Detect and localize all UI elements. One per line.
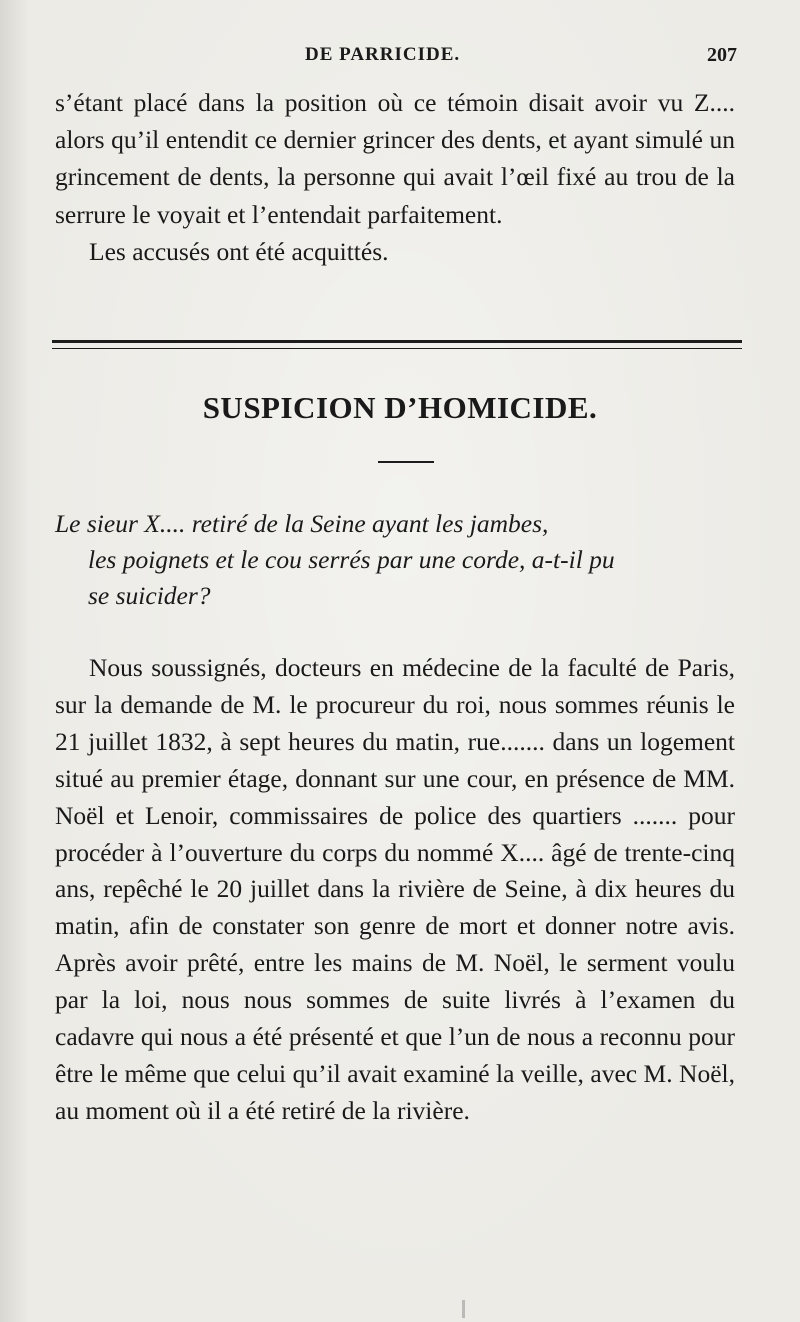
- page-header: [55, 44, 745, 80]
- case-question-line-3: se suicider?: [88, 581, 211, 610]
- page-number: 207: [707, 44, 737, 66]
- case-question-line-2: les poignets et le cou serrés par une corde, a-t-il pu: [88, 545, 615, 574]
- page-gutter-shadow: [0, 0, 30, 1322]
- autopsy-report: [55, 650, 735, 1130]
- section-title: SUSPICION D’HOMICIDE.: [202, 390, 598, 425]
- case-question-line-1: Le sieur X.... retiré de la Seine ayant les jambes,: [55, 509, 549, 538]
- report-paragraph: Nous soussignés, docteurs en médecine de la faculté de Paris, sur la demande de M. le procureur du roi, nous sommes réunis le 21 juillet 1832, à sept heures du matin, rue....... dans un logement situé au premier étage, donnant sur une cour, en présence de MM. Noël et Lenoir, commissaires de police des quartiers ....... pour procéder à l’ouverture du corps du nommé X.... âgé de trente-cinq ans, repêché le 20 juillet dans la rivière de Seine, à dix heures du matin, afin de constater son genre de mort et donner notre avis. Après avoir prêté, entre les mains de M. Noël, le serment voulu par la loi, nous nous sommes de suite livrés à l’examen du cadavre qui nous a été présenté et que l’un de nous a reconnu pour être le même que celui qu’il avait examiné la veille, avec M. Noël, au moment où il a été retiré de la rivière.: [55, 653, 735, 1125]
- running-head: DE PARRICIDE.: [305, 44, 461, 65]
- section-divider-rule: [52, 340, 742, 349]
- previous-case-paragraph: s’étant placé dans la position où ce témoin disait avoir vu Z.... alors qu’il entendit ce dernier grincer des dents, et ayant simulé un grincement de dents, la personne qui avait l’œil fixé au trou de la serrure le voyait et l’entendait parfaitement.: [55, 88, 735, 229]
- print-mark: [462, 1300, 465, 1318]
- title-short-rule: [378, 461, 434, 463]
- previous-case-text: [55, 84, 735, 270]
- verdict-line: Les accusés ont été acquittés.: [89, 236, 389, 266]
- case-question: [55, 506, 740, 614]
